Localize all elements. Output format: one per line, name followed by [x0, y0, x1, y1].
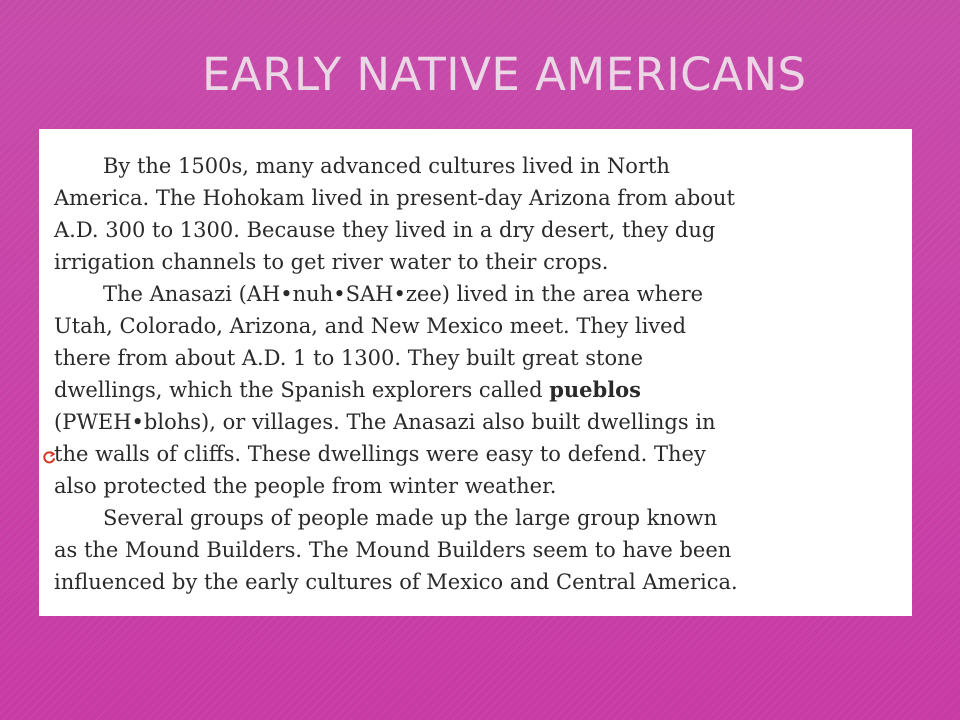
passage-line: irrigation channels to get river water to their crops.: [54, 250, 609, 274]
passage-line: By the 1500s, many advanced cultures lived in North: [103, 154, 670, 178]
passage-line: A.D. 300 to 1300. Because they lived in a dry desert, they dug: [54, 218, 716, 242]
passage-line-text: dwellings, which the Spanish explorers called: [54, 378, 550, 402]
passage-line: [54, 374, 904, 406]
passage-line: also protected the people from winter weather.: [54, 474, 557, 498]
passage-text: [54, 150, 904, 598]
passage-line: America. The Hohokam lived in present-day Arizona from about: [54, 186, 735, 210]
pueblos-term: pueblos: [549, 377, 642, 402]
margin-mark-icon: [41, 449, 57, 465]
passage-line: The Anasazi (AH•nuh•SAH•zee) lived in the area where: [103, 282, 704, 306]
passage-line: Several groups of people made up the large group known: [103, 506, 718, 530]
passage-line: Utah, Colorado, Arizona, and New Mexico meet. They lived: [54, 314, 687, 338]
slide-title: EARLY NATIVE AMERICANS: [202, 48, 807, 101]
passage-line: as the Mound Builders. The Mound Builders seem to have been: [54, 538, 732, 562]
passage-line: influenced by the early cultures of Mexico and Central America.: [54, 570, 738, 594]
passage-line: the walls of cliffs. These dwellings were easy to defend. They: [54, 442, 706, 466]
passage-line: (PWEH•blohs), or villages. The Anasazi also built dwellings in: [54, 410, 716, 434]
passage-line: there from about A.D. 1 to 1300. They built great stone: [54, 346, 644, 370]
scanned-text-image: [39, 129, 912, 616]
